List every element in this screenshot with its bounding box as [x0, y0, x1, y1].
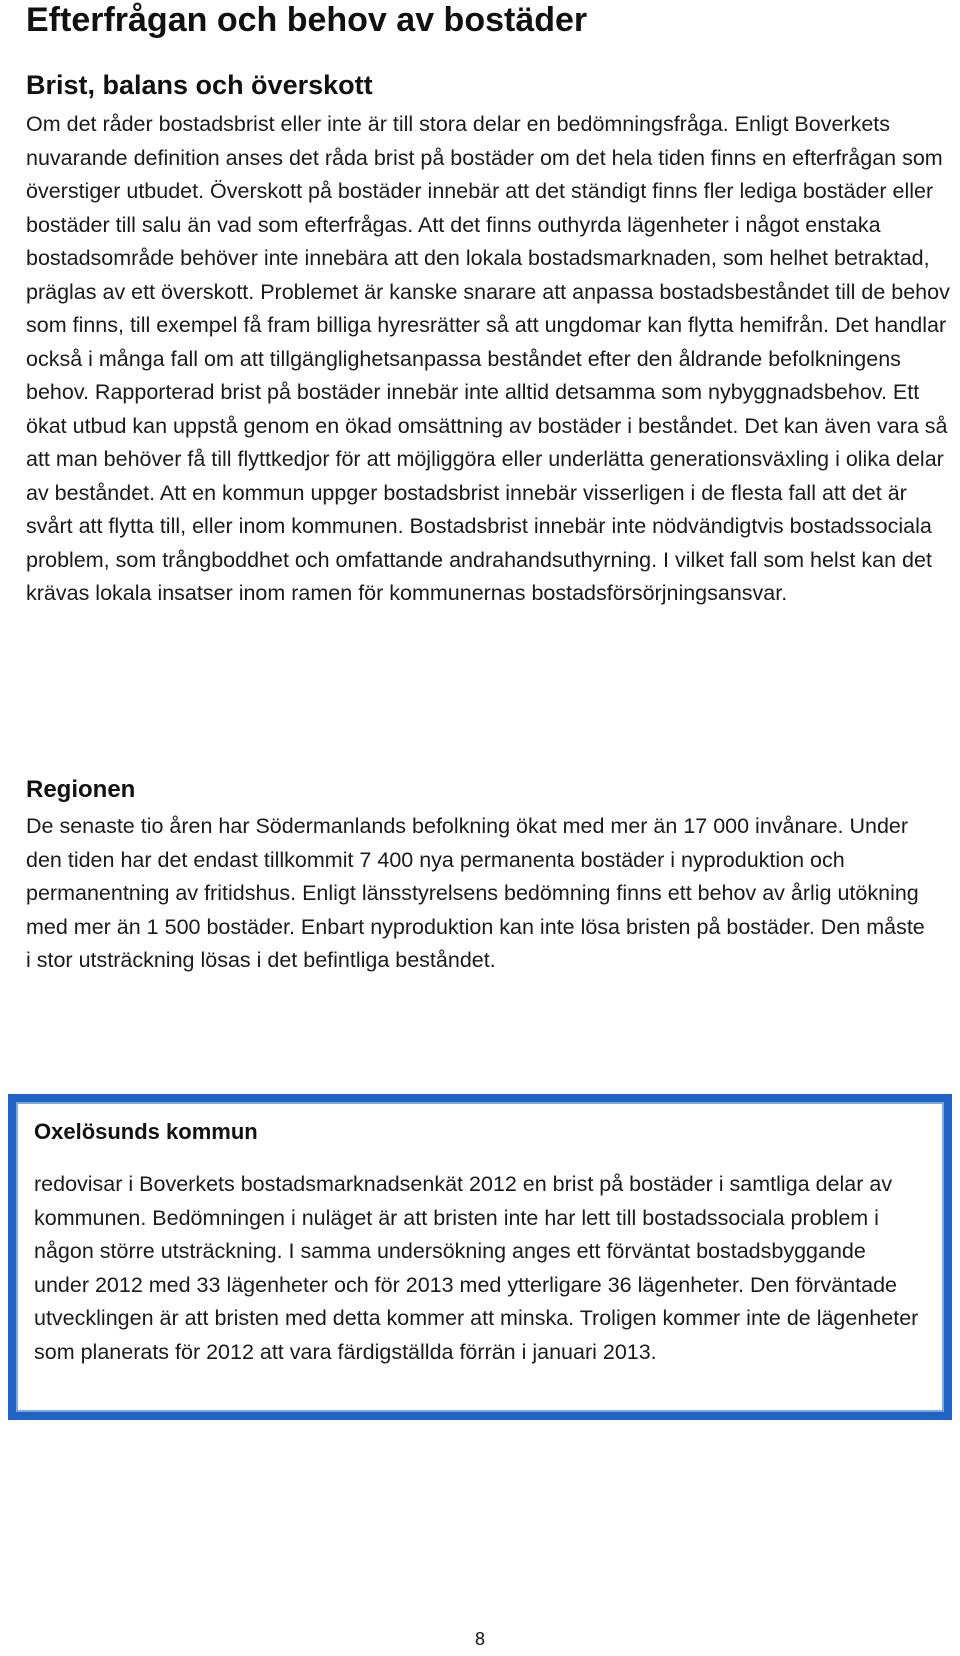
info-box-content: [16, 1102, 944, 1412]
page-title: Efterfrågan och behov av bostäder: [26, 1, 588, 39]
section-heading-regionen: Regionen: [26, 776, 136, 803]
info-box-title: Oxelösunds kommun: [34, 1119, 258, 1144]
section-text-regionen: De senaste tio åren har Södermanlands befolkning ökat med mer än 17 000 invånare. Under den tiden har det endast tillkommit 7 400 nya permanenta bostäder i nyproduktion och permanentning av fritidshus. Enligt länsstyrelsens bedömning finns ett behov av årlig utökning med mer än 1 500 bostäder. Enbart nyproduktion kan inte lösa bristen på bostäder. Den måste i stor utsträckning lösas i det befintliga beståndet.: [26, 814, 925, 972]
info-box: [8, 1094, 952, 1420]
info-box-text: redovisar i Boverkets bostadsmarknadsenkät 2012 en brist på bostäder i samtliga delar av kommunen. Bedömningen i nuläget är att bristen inte har lett till bostadssociala problem i någon större utsträckning. I samma undersökning anges ett förväntat bostadsbyggande under 2012 med 33 lägenheter och för 2013 med ytterligare 36 lägenheter. Den förväntade utvecklingen är att bristen med detta kommer att minska. Troligen kommer inte de lägenheter som planerats för 2012 att vara färdigställda förrän i januari 2013.: [34, 1172, 919, 1364]
section-text-brist: Om det råder bostadsbrist eller inte är till stora delar en bedömningsfråga. Enligt Boverkets nuvarande definition anses det råda brist på bostäder om det hela tiden finns en efterfrågan som överstiger utbudet. Överskott på bostäder innebär att det ständigt finns fler lediga bostäder eller bostäder till salu än vad som efterfrågas. Att det finns outhyrda lägenheter i något enstaka bostadsområde behöver inte innebära att den lokala bostadsmarknaden, som helhet betraktad, präglas av ett överskott. Problemet är kanske snarare att anpassa bostadsbeståndet till de behov som finns, till exempel få fram billiga hyresrätter så att ungdomar kan flytta hemifrån. Det handlar också i många fall om att tillgänglighetsanpassa beståndet efter den åldrande befolkningens behov. Rapporterad brist på bostäder innebär inte alltid detsamma som nybyggnadsbehov. Ett ökat utbud kan uppstå genom en ökad omsättning av bostäder i beståndet. Det kan även vara så att man behöver få till flyttkedjor för att möjliggöra eller underlätta generationsväxling i olika delar av beståndet. Att en kommun uppger bostadsbrist innebär visserligen i de flesta fall att det är svårt att flytta till, eller inom kommunen. Bostadsbrist innebär inte nödvändigtvis bostadssociala problem, som trångboddhet och omfattande andrahandsuthyrning. I vilket fall som helst kan det krävas lokala insatser inom ramen för kommunernas bostadsförsörjningsansvar.: [26, 112, 950, 605]
page-number: 8: [474, 1629, 485, 1649]
section-heading-brist: Brist, balans och överskott: [26, 70, 373, 100]
